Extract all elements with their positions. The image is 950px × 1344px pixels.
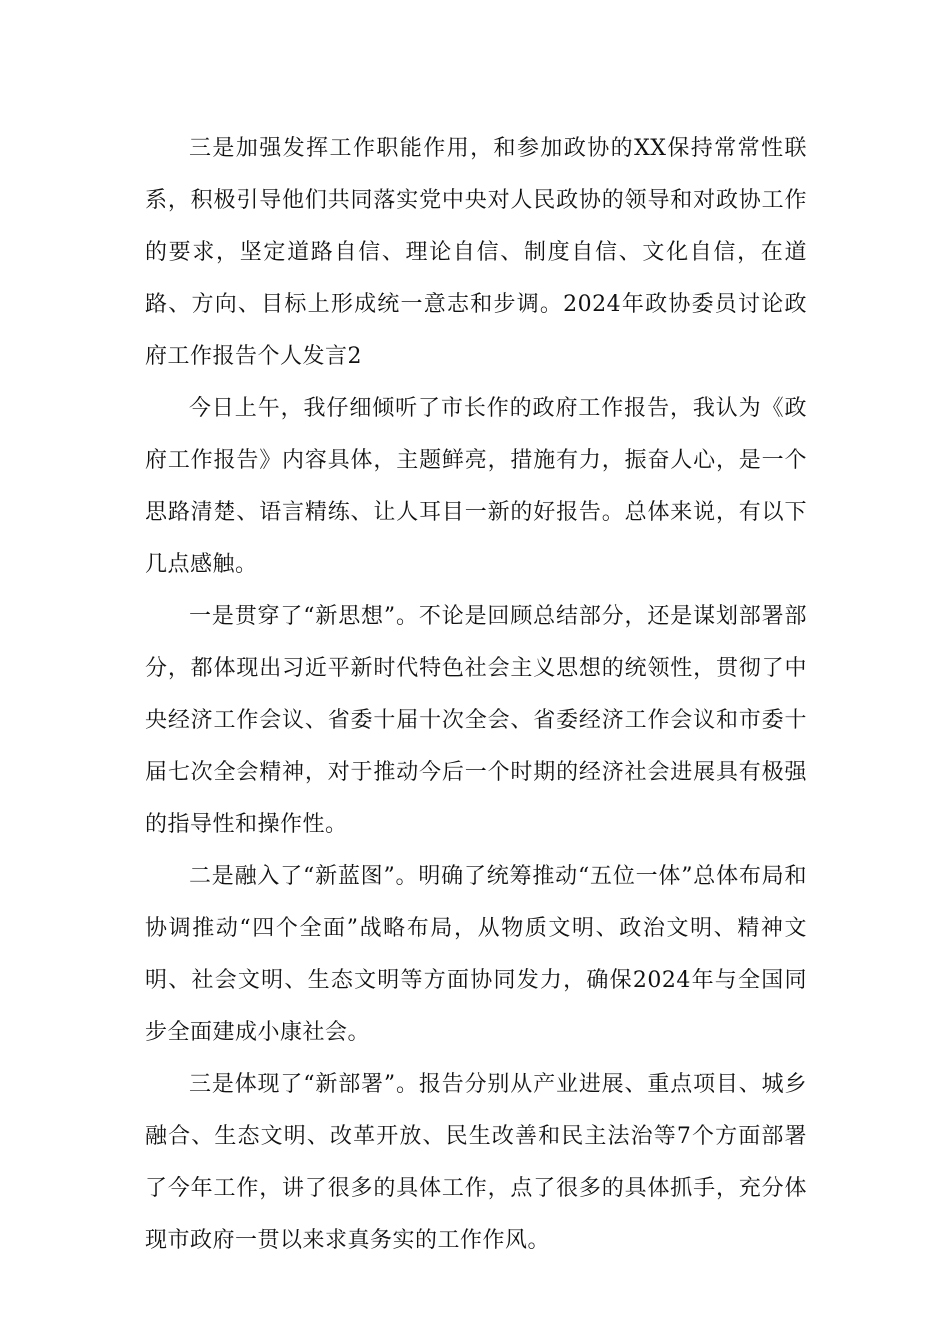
paragraph-5: 三是体现了“新部署”。报告分别从产业进展、重点项目、城乡融合、生态文明、改革开放、民生改善和民主法治等7个方面部署了今年工作，讲了很多的具体工作，点了很多的具体抓手，充分体现市政府一贯以来求真务实的工作作风。 — [145, 1072, 807, 1253]
paragraph-2: 今日上午，我仔细倾听了市长作的政府工作报告，我认为《政府工作报告》内容具体，主题鲜亮，措施有力，振奋人心，是一个思路清楚、语言精练、让人耳目一新的好报告。总体来说，有以下几点感触。 — [145, 396, 807, 577]
paragraph-1: 三是加强发挥工作职能作用，和参加政协的XX保持常常性联系，积极引导他们共同落实党中央对人民政协的领导和对政协工作的要求，坚定道路自信、理论自信、制度自信、文化自信，在道路、方向、目标上形成统一意志和步调。2024年政协委员讨论政府工作报告个人发言2 — [145, 136, 807, 369]
document-page — [145, 123, 807, 1267]
paragraph-4: 二是融入了“新蓝图”。明确了统筹推动“五位一体”总体布局和协调推动“四个全面”战略布局，从物质文明、政治文明、精神文明、社会文明、生态文明等方面协同发力，确保2024年与全国同步全面建成小康社会。 — [145, 864, 807, 1045]
paragraph-3: 一是贯穿了“新思想”。不论是回顾总结部分，还是谋划部署部分，都体现出习近平新时代特色社会主义思想的统领性，贯彻了中央经济工作会议、省委十届十次全会、省委经济工作会议和市委十届七次全会精神，对于推动今后一个时期的经济社会进展具有极强的指导性和操作性。 — [145, 604, 807, 837]
